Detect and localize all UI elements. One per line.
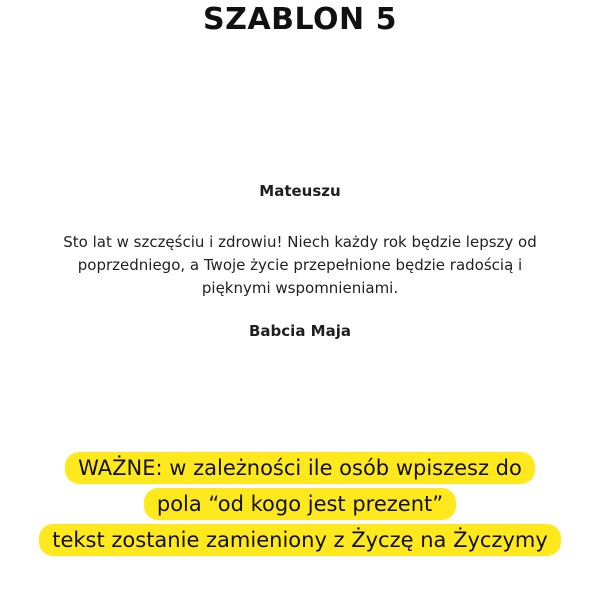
notice-line: WAŻNE: w zależności ile osób wpiszesz do (65, 452, 535, 484)
recipient-name: Mateuszu (259, 182, 341, 200)
message-line: poprzedniego, a Twoje życie przepełnione będzie radością i (77, 256, 523, 274)
message-line: pięknymi wspomnieniami. (201, 279, 399, 297)
message-line: Sto lat w szczęściu i zdrowiu! Niech każdy rok będzie lepszy od (63, 233, 537, 251)
notice-line: pola “od kogo jest prezent” (144, 488, 456, 520)
page-title: SZABLON 5 (203, 2, 397, 37)
greeting-message (40, 231, 560, 300)
important-notice (0, 452, 600, 560)
notice-line: tekst zostanie zamieniony z Życzę na Życzymy (39, 524, 561, 556)
greeting-card-preview (40, 180, 560, 342)
signature-name: Babcia Maja (249, 322, 351, 340)
